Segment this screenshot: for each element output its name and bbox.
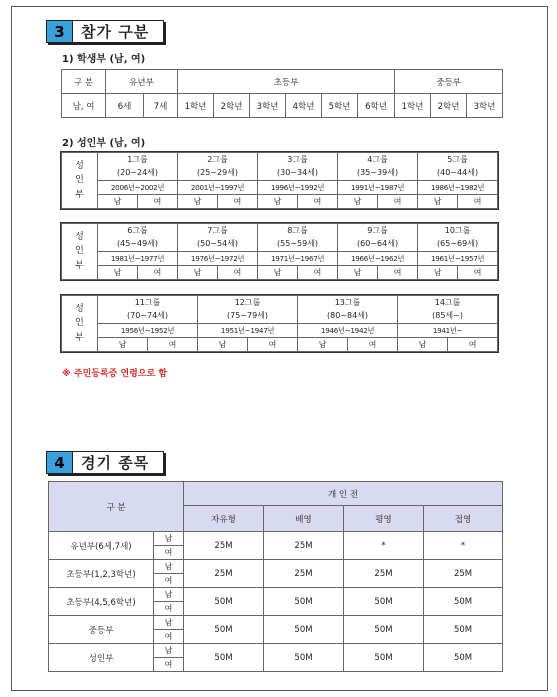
section-4-number: 4 bbox=[47, 452, 73, 473]
gender-female: 여 bbox=[378, 266, 418, 280]
event-value: 50M bbox=[264, 644, 344, 672]
group-years: 1956년~1952년 bbox=[98, 324, 198, 338]
adult-side-char: 인 bbox=[75, 246, 84, 257]
event-value: 50M bbox=[424, 588, 503, 616]
event-value: 25M bbox=[184, 532, 264, 560]
group-name: 6그룹 bbox=[98, 224, 178, 238]
student-cell: 2학년 bbox=[431, 94, 467, 118]
section-3-title: 참가 구분 bbox=[81, 23, 150, 41]
event-value: 50M bbox=[184, 644, 264, 672]
student-cell: 4학년 bbox=[286, 94, 322, 118]
event-row-label: 성인부 bbox=[49, 644, 154, 672]
gender-male: 남 bbox=[178, 266, 218, 280]
student-gender-label: 남, 여 bbox=[62, 94, 106, 118]
stroke-breaststroke: 평영 bbox=[344, 506, 424, 532]
group-name: 9그룹 bbox=[338, 224, 418, 238]
gender-male: 남 bbox=[98, 266, 138, 280]
gender-female: 여 bbox=[154, 546, 184, 560]
event-value: 50M bbox=[184, 616, 264, 644]
gender-male: 남 bbox=[154, 532, 184, 546]
group-age: (30~34세) bbox=[258, 167, 338, 181]
group-age: (60~64세) bbox=[338, 238, 418, 252]
event-value: 25M bbox=[264, 532, 344, 560]
group-name: 3그룹 bbox=[258, 153, 338, 167]
student-cell: 1학년 bbox=[395, 94, 431, 118]
events-header-individual: 개 인 전 bbox=[184, 482, 503, 506]
student-table bbox=[61, 69, 503, 118]
group-age: (65~69세) bbox=[418, 238, 498, 252]
events-header-gubun: 구 분 bbox=[49, 482, 184, 532]
group-age: (85세~) bbox=[398, 310, 498, 324]
student-heading: 1) 학생부 (남, 여) bbox=[62, 54, 146, 65]
adult-table-3 bbox=[61, 295, 498, 352]
group-age: (70~74세) bbox=[98, 310, 198, 324]
gender-female: 여 bbox=[298, 266, 338, 280]
gender-male: 남 bbox=[154, 588, 184, 602]
student-cell: 3학년 bbox=[467, 94, 503, 118]
gender-male: 남 bbox=[154, 644, 184, 658]
group-years: 1946년~1942년 bbox=[298, 324, 398, 338]
section-4-title: 경기 종목 bbox=[81, 454, 150, 472]
group-name: 7그룹 bbox=[178, 224, 258, 238]
group-age: (50~54세) bbox=[178, 238, 258, 252]
gender-female: 여 bbox=[248, 338, 298, 352]
gender-male: 남 bbox=[178, 195, 218, 209]
event-value: 25M bbox=[184, 560, 264, 588]
student-cell: 6세 bbox=[106, 94, 144, 118]
group-years: 2006년~2002년 bbox=[98, 181, 178, 195]
gender-male: 남 bbox=[338, 266, 378, 280]
student-cell: 3학년 bbox=[250, 94, 286, 118]
group-name: 2그룹 bbox=[178, 153, 258, 167]
group-name: 11그룹 bbox=[98, 296, 198, 310]
event-row-label: 유년부(6세,7세) bbox=[49, 532, 154, 560]
adult-side-char: 성 bbox=[75, 231, 84, 242]
gender-male: 남 bbox=[298, 338, 348, 352]
gender-female: 여 bbox=[348, 338, 398, 352]
event-value: 50M bbox=[424, 644, 503, 672]
gender-male: 남 bbox=[398, 338, 448, 352]
section-4-header bbox=[46, 451, 164, 474]
group-name: 14그룹 bbox=[398, 296, 498, 310]
adult-side-char: 성 bbox=[75, 303, 84, 314]
adult-side-char: 인 bbox=[75, 318, 84, 329]
gender-male: 남 bbox=[98, 195, 138, 209]
gender-female: 여 bbox=[138, 195, 178, 209]
gender-female: 여 bbox=[448, 338, 498, 352]
adult-side-label bbox=[62, 224, 98, 280]
group-age: (40~44세) bbox=[418, 167, 498, 181]
adult-side-char: 부 bbox=[75, 189, 84, 200]
event-row-label: 초등부(1,2,3학년) bbox=[49, 560, 154, 588]
student-cell: 1학년 bbox=[178, 94, 214, 118]
gender-female: 여 bbox=[148, 338, 198, 352]
adult-heading: 2) 성인부 (남, 여) bbox=[62, 138, 146, 149]
student-cell: 7세 bbox=[144, 94, 178, 118]
gender-male: 남 bbox=[198, 338, 248, 352]
adult-side-char: 인 bbox=[75, 175, 84, 186]
gender-female: 여 bbox=[458, 195, 498, 209]
group-years: 1966년~1962년 bbox=[338, 252, 418, 266]
event-row-label: 초등부(4,5,6학년) bbox=[49, 588, 154, 616]
group-age: (55~59세) bbox=[258, 238, 338, 252]
student-cell: 2학년 bbox=[214, 94, 250, 118]
group-years: 1981년~1977년 bbox=[98, 252, 178, 266]
gender-female: 여 bbox=[218, 266, 258, 280]
event-value: 50M bbox=[344, 644, 424, 672]
age-note: ※ 주민등록증 연령으로 함 bbox=[62, 369, 168, 379]
group-age: (45~49세) bbox=[98, 238, 178, 252]
event-value: 25M bbox=[264, 560, 344, 588]
stroke-butterfly: 접영 bbox=[424, 506, 503, 532]
event-value: 25M bbox=[424, 560, 503, 588]
gender-male: 남 bbox=[258, 266, 298, 280]
group-age: (20~24세) bbox=[98, 167, 178, 181]
group-years: 1976년~1972년 bbox=[178, 252, 258, 266]
group-age: (80~84세) bbox=[298, 310, 398, 324]
gender-male: 남 bbox=[418, 266, 458, 280]
gender-female: 여 bbox=[154, 630, 184, 644]
event-value: 25M bbox=[344, 560, 424, 588]
event-value: 50M bbox=[184, 588, 264, 616]
event-row-label: 중등부 bbox=[49, 616, 154, 644]
student-header-gubun: 구 분 bbox=[62, 70, 106, 94]
adult-side-char: 부 bbox=[75, 260, 84, 271]
gender-male: 남 bbox=[154, 560, 184, 574]
event-value: * bbox=[344, 532, 424, 560]
gender-female: 여 bbox=[154, 658, 184, 672]
student-cell: 6학년 bbox=[358, 94, 395, 118]
group-age: (75~79세) bbox=[198, 310, 298, 324]
gender-male: 남 bbox=[154, 616, 184, 630]
gender-male: 남 bbox=[418, 195, 458, 209]
group-years: 1961년~1957년 bbox=[418, 252, 498, 266]
gender-female: 여 bbox=[154, 574, 184, 588]
event-value: 50M bbox=[264, 616, 344, 644]
group-name: 12그룹 bbox=[198, 296, 298, 310]
student-header-elem: 초등부 bbox=[178, 70, 395, 94]
section-3-header bbox=[46, 20, 164, 43]
gender-male: 남 bbox=[258, 195, 298, 209]
gender-male: 남 bbox=[338, 195, 378, 209]
group-name: 8그룹 bbox=[258, 224, 338, 238]
gender-female: 여 bbox=[154, 602, 184, 616]
event-value: * bbox=[424, 532, 503, 560]
stroke-backstroke: 배영 bbox=[264, 506, 344, 532]
gender-female: 여 bbox=[218, 195, 258, 209]
stroke-freestyle: 자유형 bbox=[184, 506, 264, 532]
group-name: 1그룹 bbox=[98, 153, 178, 167]
adult-side-char: 부 bbox=[75, 332, 84, 343]
group-years: 1941년~ bbox=[398, 324, 498, 338]
student-header-youth: 유년부 bbox=[106, 70, 178, 94]
gender-female: 여 bbox=[378, 195, 418, 209]
group-years: 1996년~1992년 bbox=[258, 181, 338, 195]
event-value: 50M bbox=[344, 616, 424, 644]
group-age: (25~29세) bbox=[178, 167, 258, 181]
adult-side-label bbox=[62, 296, 98, 352]
adult-table-1 bbox=[61, 152, 498, 209]
gender-male: 남 bbox=[98, 338, 148, 352]
event-value: 50M bbox=[424, 616, 503, 644]
group-name: 4그룹 bbox=[338, 153, 418, 167]
group-name: 5그룹 bbox=[418, 153, 498, 167]
gender-female: 여 bbox=[138, 266, 178, 280]
group-age: (35~39세) bbox=[338, 167, 418, 181]
section-3-number: 3 bbox=[47, 21, 73, 42]
adult-table-2 bbox=[61, 223, 498, 280]
student-cell: 5학년 bbox=[322, 94, 358, 118]
adult-side-label bbox=[62, 153, 98, 209]
gender-female: 여 bbox=[458, 266, 498, 280]
gender-female: 여 bbox=[298, 195, 338, 209]
event-value: 50M bbox=[264, 588, 344, 616]
group-name: 10그룹 bbox=[418, 224, 498, 238]
group-years: 1951년~1947년 bbox=[198, 324, 298, 338]
group-years: 1986년~1982년 bbox=[418, 181, 498, 195]
event-value: 50M bbox=[344, 588, 424, 616]
group-years: 1971년~1967년 bbox=[258, 252, 338, 266]
adult-side-char: 성 bbox=[75, 160, 84, 171]
events-table bbox=[48, 481, 503, 672]
student-header-middle: 중등부 bbox=[395, 70, 503, 94]
group-name: 13그룹 bbox=[298, 296, 398, 310]
group-years: 2001년~1997년 bbox=[178, 181, 258, 195]
group-years: 1991년~1987년 bbox=[338, 181, 418, 195]
